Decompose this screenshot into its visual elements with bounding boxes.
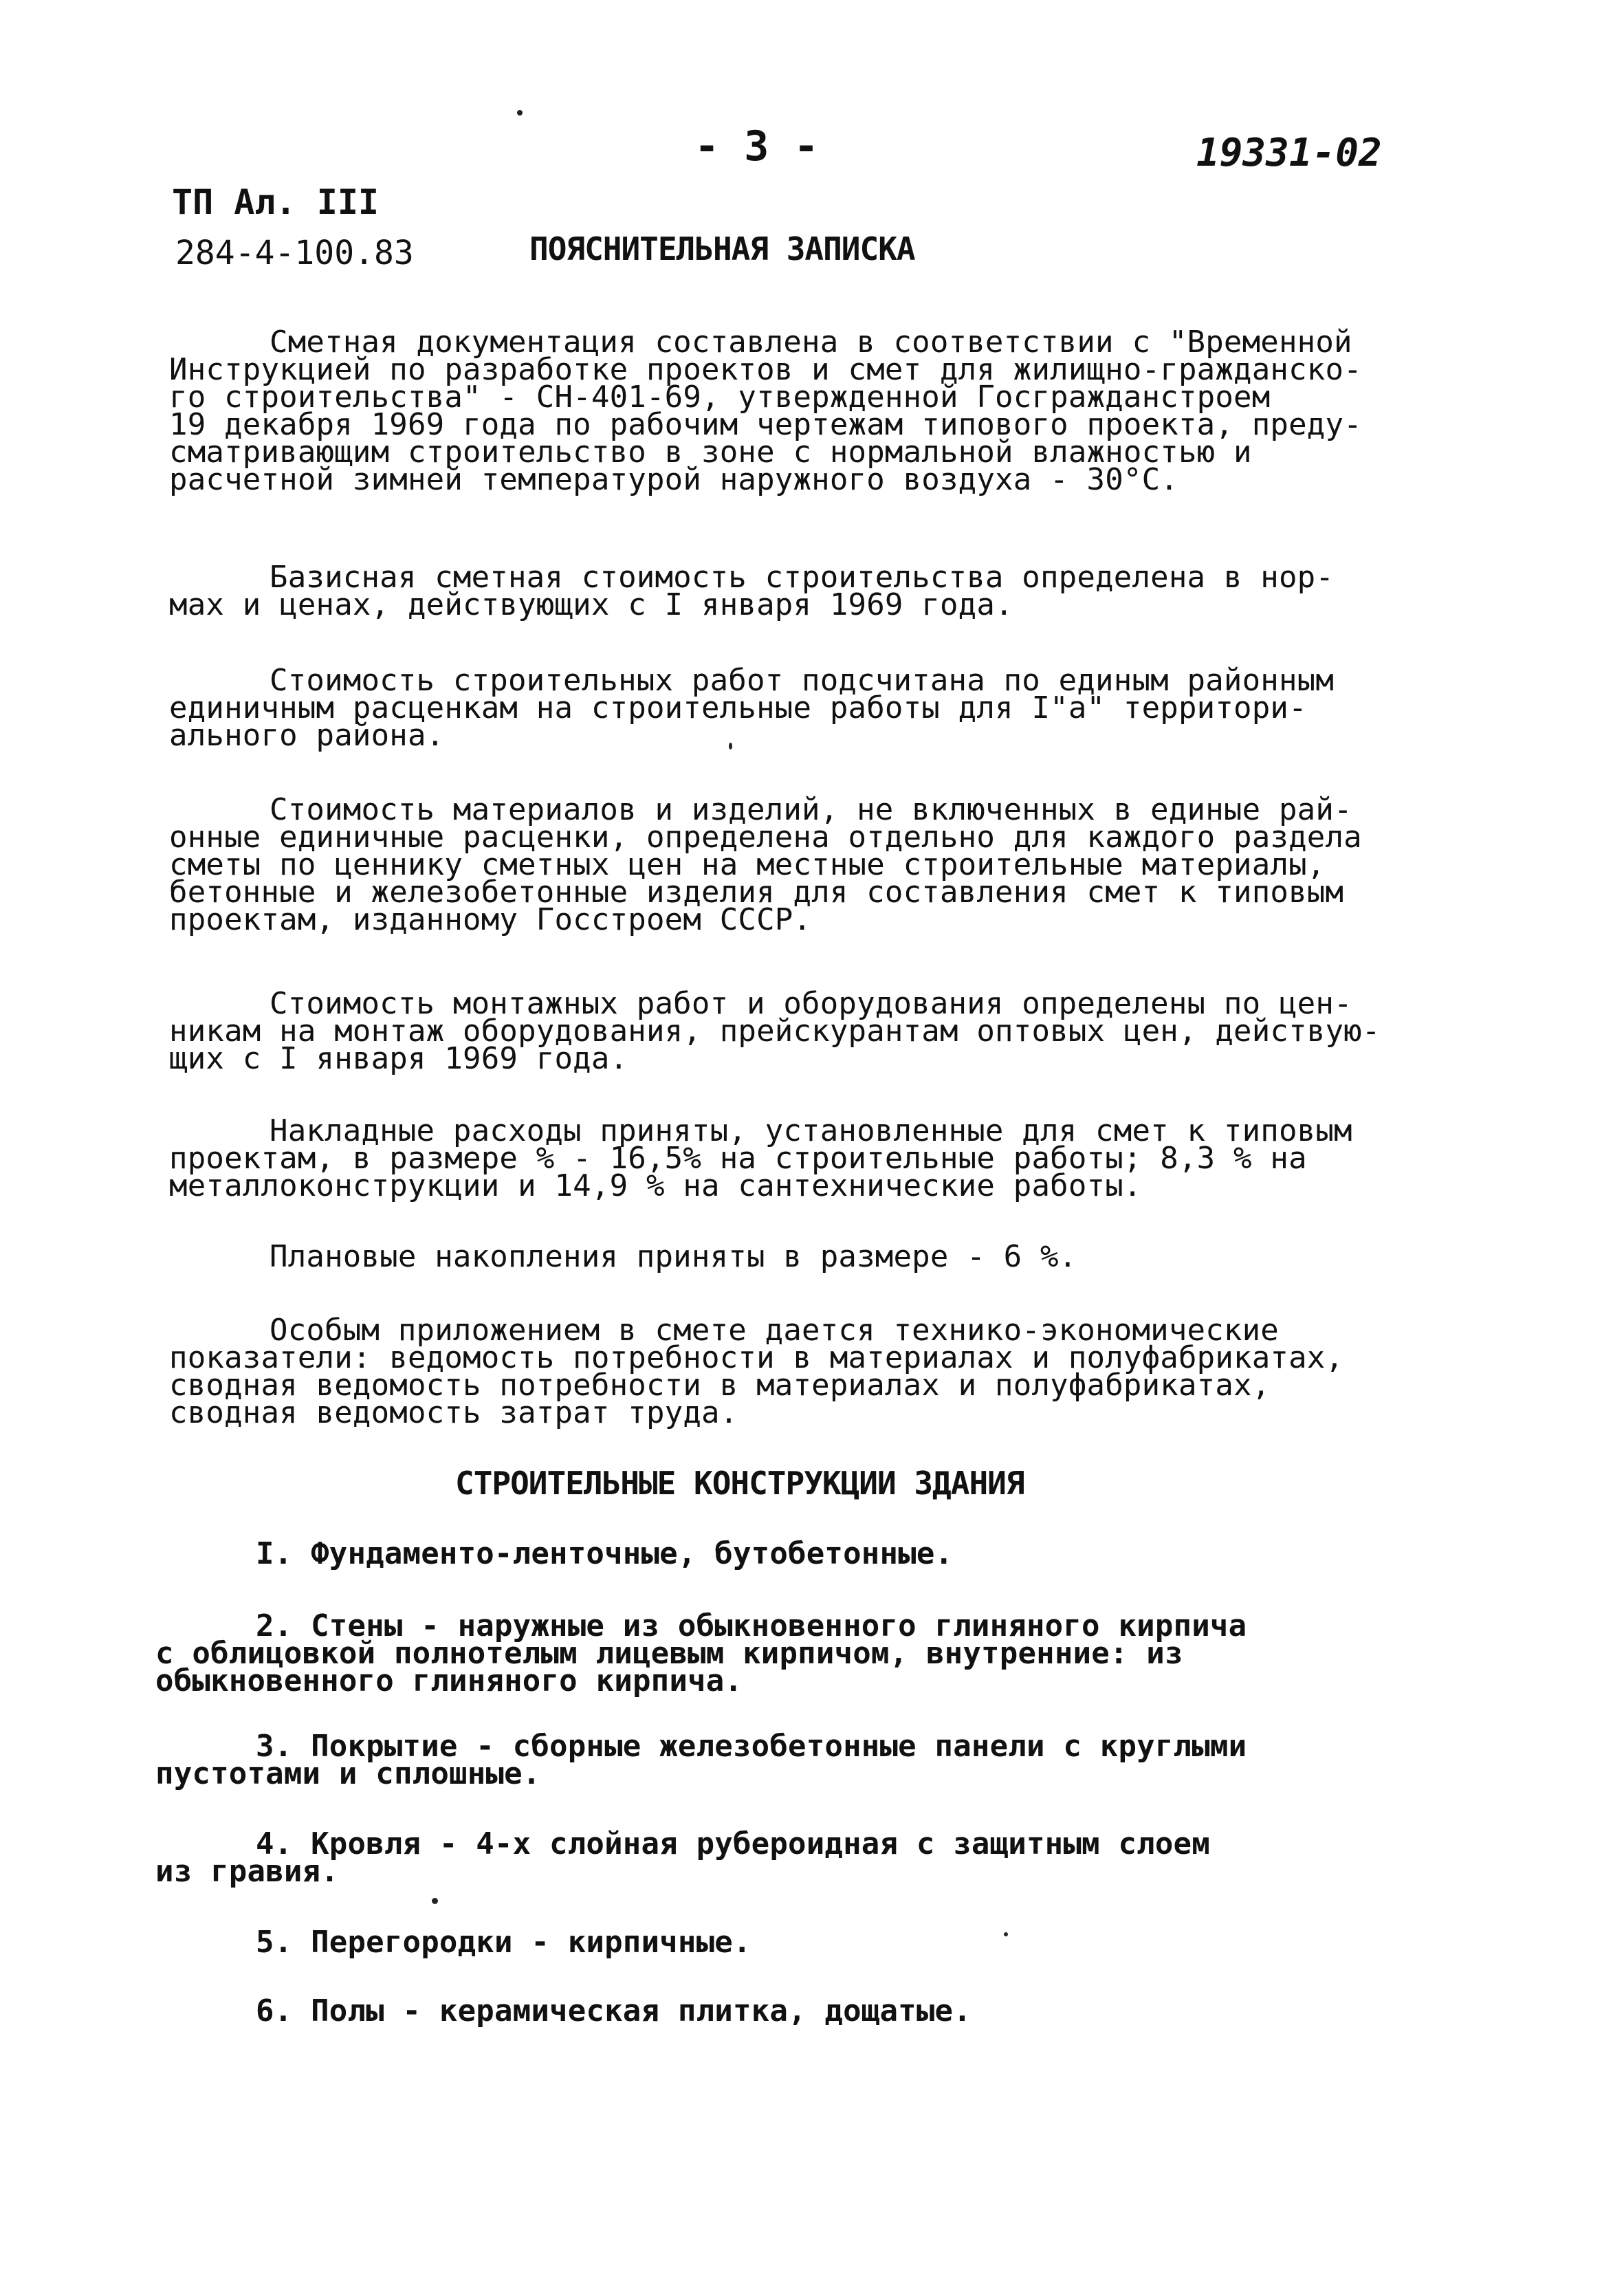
paragraph-construction-works-cost: [0, 663, 1335, 753]
text-line: 6. Полы - керамическая плитка, дощатые.: [256, 1993, 972, 2029]
text-line: 4. Кровля - 4-х слойная рубероидная с защитным слоем: [256, 1826, 1210, 1861]
text-line: онные единичные расценки, определена отдельно для каждого раздела: [169, 820, 1362, 855]
list-item: [0, 1826, 1210, 1889]
text-line: пустотами и сплошные.: [155, 1756, 541, 1791]
section-title: СТРОИТЕЛЬНЫЕ КОНСТРУКЦИИ ЗДАНИЯ: [455, 1465, 1024, 1502]
document-title: ПОЯСНИТЕЛЬНАЯ ЗАПИСКА: [529, 230, 915, 267]
text-line: 3. Покрытие - сборные железобетонные панели с круглыми: [256, 1729, 1247, 1764]
text-line: с облицовкой полнотелым лицевым кирпичом, внутренние: из: [155, 1636, 1183, 1671]
text-line: 19 декабря 1969 года по рабочим чертежам типового проекта, преду-: [169, 407, 1362, 442]
document-number: 284-4-100.83: [175, 234, 414, 272]
document-code: 19331-02: [1196, 131, 1382, 175]
list-item: [0, 1729, 1247, 1791]
text-line: сматривающим строительство в зоне с нормальной влажностью и: [169, 435, 1252, 470]
text-line: сводная ведомость потребности в материалах и полуфабрикатах,: [169, 1368, 1271, 1403]
text-line: сметы по ценнику сметных цен на местные строительные материалы,: [169, 847, 1326, 882]
paragraph-planned-savings: [0, 1239, 1077, 1274]
text-line: Сметная документация составлена в соответствии с "Временной: [270, 325, 1352, 360]
paragraph-estimate-documentation: [0, 325, 1362, 497]
text-line: Стоимость монтажных работ и оборудования определены по цен-: [270, 986, 1352, 1021]
text-line: мах и ценах, действующих с I января 1969 года.: [169, 587, 1013, 622]
scan-speck: [729, 743, 732, 750]
text-line: Стоимость строительных работ подсчитана по единым районным: [270, 663, 1335, 698]
paragraph-installation-cost: [0, 986, 1381, 1076]
list-item: [0, 1993, 972, 2029]
text-line: го строительства" - СН-401-69, утвержденной Госгражданстроем: [169, 380, 1271, 415]
text-line: Накладные расходы приняты, установленные для смет к типовым: [270, 1113, 1352, 1148]
paragraph-base-cost: [0, 560, 1335, 622]
text-line: бетонные и железобетонные изделия для составления смет к типовым: [169, 875, 1344, 910]
text-line: единичным расценкам на строительные работы для I"а" территори-: [169, 690, 1307, 725]
text-line: Особым приложением в смете дается технико-экономические: [270, 1313, 1279, 1348]
text-line: Инструкцией по разработке проектов и смет для жилищно-гражданско-: [169, 352, 1362, 387]
text-line: показатели: ведомость потребности в материалах и полуфабрикатах,: [169, 1340, 1344, 1375]
scan-speck: [1004, 1932, 1008, 1936]
text-line: проектам, в размере % - 16,5% на строительные работы; 8,3 % на: [169, 1141, 1307, 1176]
text-line: I. Фундаменто-ленточные, бутобетонные.: [256, 1536, 954, 1571]
text-line: расчетной зимней температурой наружного воздуха - 30°С.: [169, 462, 1178, 497]
text-line: Базисная сметная стоимость строительства определена в нор-: [270, 560, 1335, 595]
list-item: [0, 1536, 954, 1571]
series-label: ТП Ал. III: [172, 182, 380, 222]
text-line: никам на монтаж оборудования, прейскурантам оптовых цен, действую-: [169, 1014, 1381, 1049]
text-line: Плановые накопления приняты в размере - 6 %.: [270, 1239, 1077, 1274]
list-item: [0, 1925, 751, 1960]
scan-speck: [432, 1898, 438, 1904]
page-number: - 3 -: [694, 122, 819, 171]
text-line: 5. Перегородки - кирпичные.: [256, 1925, 751, 1960]
text-line: ального района.: [169, 718, 445, 753]
paragraph-overhead-costs: [0, 1113, 1352, 1203]
text-line: из гравия.: [155, 1854, 339, 1889]
list-item: [0, 1608, 1247, 1698]
text-line: сводная ведомость затрат труда.: [169, 1395, 738, 1430]
paragraph-materials-cost: [0, 792, 1362, 937]
text-line: обыкновенного глиняного кирпича.: [155, 1663, 743, 1698]
text-line: металлоконструкции и 14,9 % на сантехнические работы.: [169, 1168, 1142, 1203]
text-line: проектам, изданному Госстроем СССР.: [169, 902, 812, 937]
text-line: щих с I января 1969 года.: [169, 1041, 628, 1076]
paragraph-appendix: [0, 1313, 1344, 1430]
text-line: Стоимость материалов и изделий, не включенных в единые рай-: [270, 792, 1352, 827]
text-line: 2. Стены - наружные из обыкновенного глиняного кирпича: [256, 1608, 1247, 1643]
scan-speck: [517, 110, 523, 116]
